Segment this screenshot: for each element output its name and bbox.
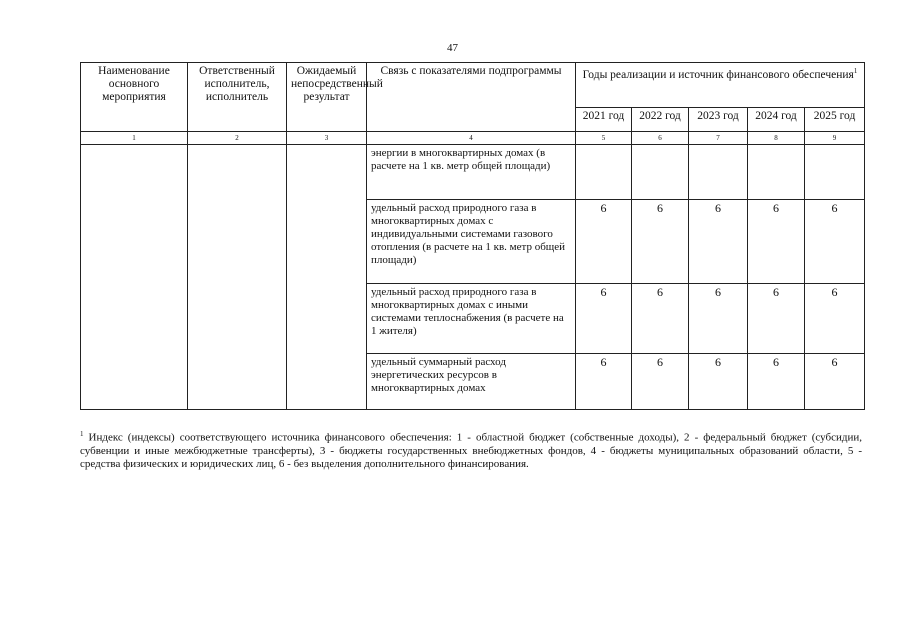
- footnote-marker: 1: [80, 430, 84, 438]
- value-cell: 6: [748, 284, 805, 354]
- indicator-cell: удельный суммарный расход энергетических ресурсов в многоквартирных домах: [367, 354, 576, 410]
- col-num-5: 5: [576, 132, 632, 145]
- value-cell: 6: [805, 284, 865, 354]
- col-num-7: 7: [689, 132, 748, 145]
- expected-result-cell: [287, 145, 367, 410]
- value-cell: 6: [748, 200, 805, 284]
- table-row: [81, 145, 865, 200]
- header-row: [81, 63, 865, 108]
- value-cell: 6: [576, 354, 632, 410]
- year-2021: 2021 год: [576, 107, 632, 131]
- value-cell: 6: [748, 354, 805, 410]
- value-cell: 6: [632, 200, 689, 284]
- value-cell: 6: [689, 354, 748, 410]
- col-num-4: 4: [367, 132, 576, 145]
- value-cell: 6: [805, 200, 865, 284]
- value-cell: [632, 145, 689, 200]
- col-num-3: 3: [287, 132, 367, 145]
- value-cell: 6: [805, 354, 865, 410]
- footnote-ref: 1: [853, 67, 858, 75]
- year-2024: 2024 год: [748, 107, 805, 131]
- col-num-9: 9: [805, 132, 865, 145]
- year-2023: 2023 год: [689, 107, 748, 131]
- indicator-cell: удельный расход природного газа в многоквартирных домах с иными системами теплоснабжения (в расчете на 1 жителя): [367, 284, 576, 354]
- value-cell: 6: [689, 200, 748, 284]
- col-num-6: 6: [632, 132, 689, 145]
- header-expected-result: Ожидаемый непосредственный результат: [287, 63, 367, 132]
- col-num-2: 2: [188, 132, 287, 145]
- col-num-1: 1: [81, 132, 188, 145]
- header-executor: Ответственный исполнитель, исполнитель: [188, 63, 287, 132]
- header-years-group: [576, 63, 865, 108]
- indicator-cell: энергии в многоквартирных домах (в расчете на 1 кв. метр общей площади): [367, 145, 576, 200]
- header-indicator-link: Связь с показателями подпрограммы: [367, 63, 576, 132]
- col-num-8: 8: [748, 132, 805, 145]
- footnote-text: Индекс (индексы) соответствующего источника финансового обеспечения: 1 - областной бюджет (собственные доходы), 2 - федеральный бюджет (субсидии, субвенции и иные межбюджетные трансферты), 3 - бюджеты государственных внебюджетных фондов, 4 - бюджеты муниципальных образований области, 5 - средства физических и юридических лиц, 6 - без выделения дополнительного финансирования.: [80, 431, 863, 470]
- header-years-group-text: Годы реализации и источник финансового обеспечения: [582, 68, 854, 81]
- indicator-cell: удельный расход природного газа в многоквартирных домах с индивидуальными системами газового отопления (в расчете на 1 кв. метр общей площади): [367, 200, 576, 284]
- value-cell: 6: [576, 284, 632, 354]
- column-number-row: [81, 132, 865, 145]
- page-number: 47: [447, 42, 458, 54]
- value-cell: 6: [632, 354, 689, 410]
- value-cell: 6: [632, 284, 689, 354]
- footnote: [80, 428, 862, 471]
- value-cell: [805, 145, 865, 200]
- value-cell: [748, 145, 805, 200]
- year-2025: 2025 год: [805, 107, 865, 131]
- measures-table: [80, 62, 865, 410]
- executor-cell: [188, 145, 287, 410]
- value-cell: 6: [689, 284, 748, 354]
- header-measure-name: Наименование основного мероприятия: [81, 63, 188, 132]
- value-cell: 6: [576, 200, 632, 284]
- year-2022: 2022 год: [632, 107, 689, 131]
- value-cell: [689, 145, 748, 200]
- value-cell: [576, 145, 632, 200]
- measure-name-cell: [81, 145, 188, 410]
